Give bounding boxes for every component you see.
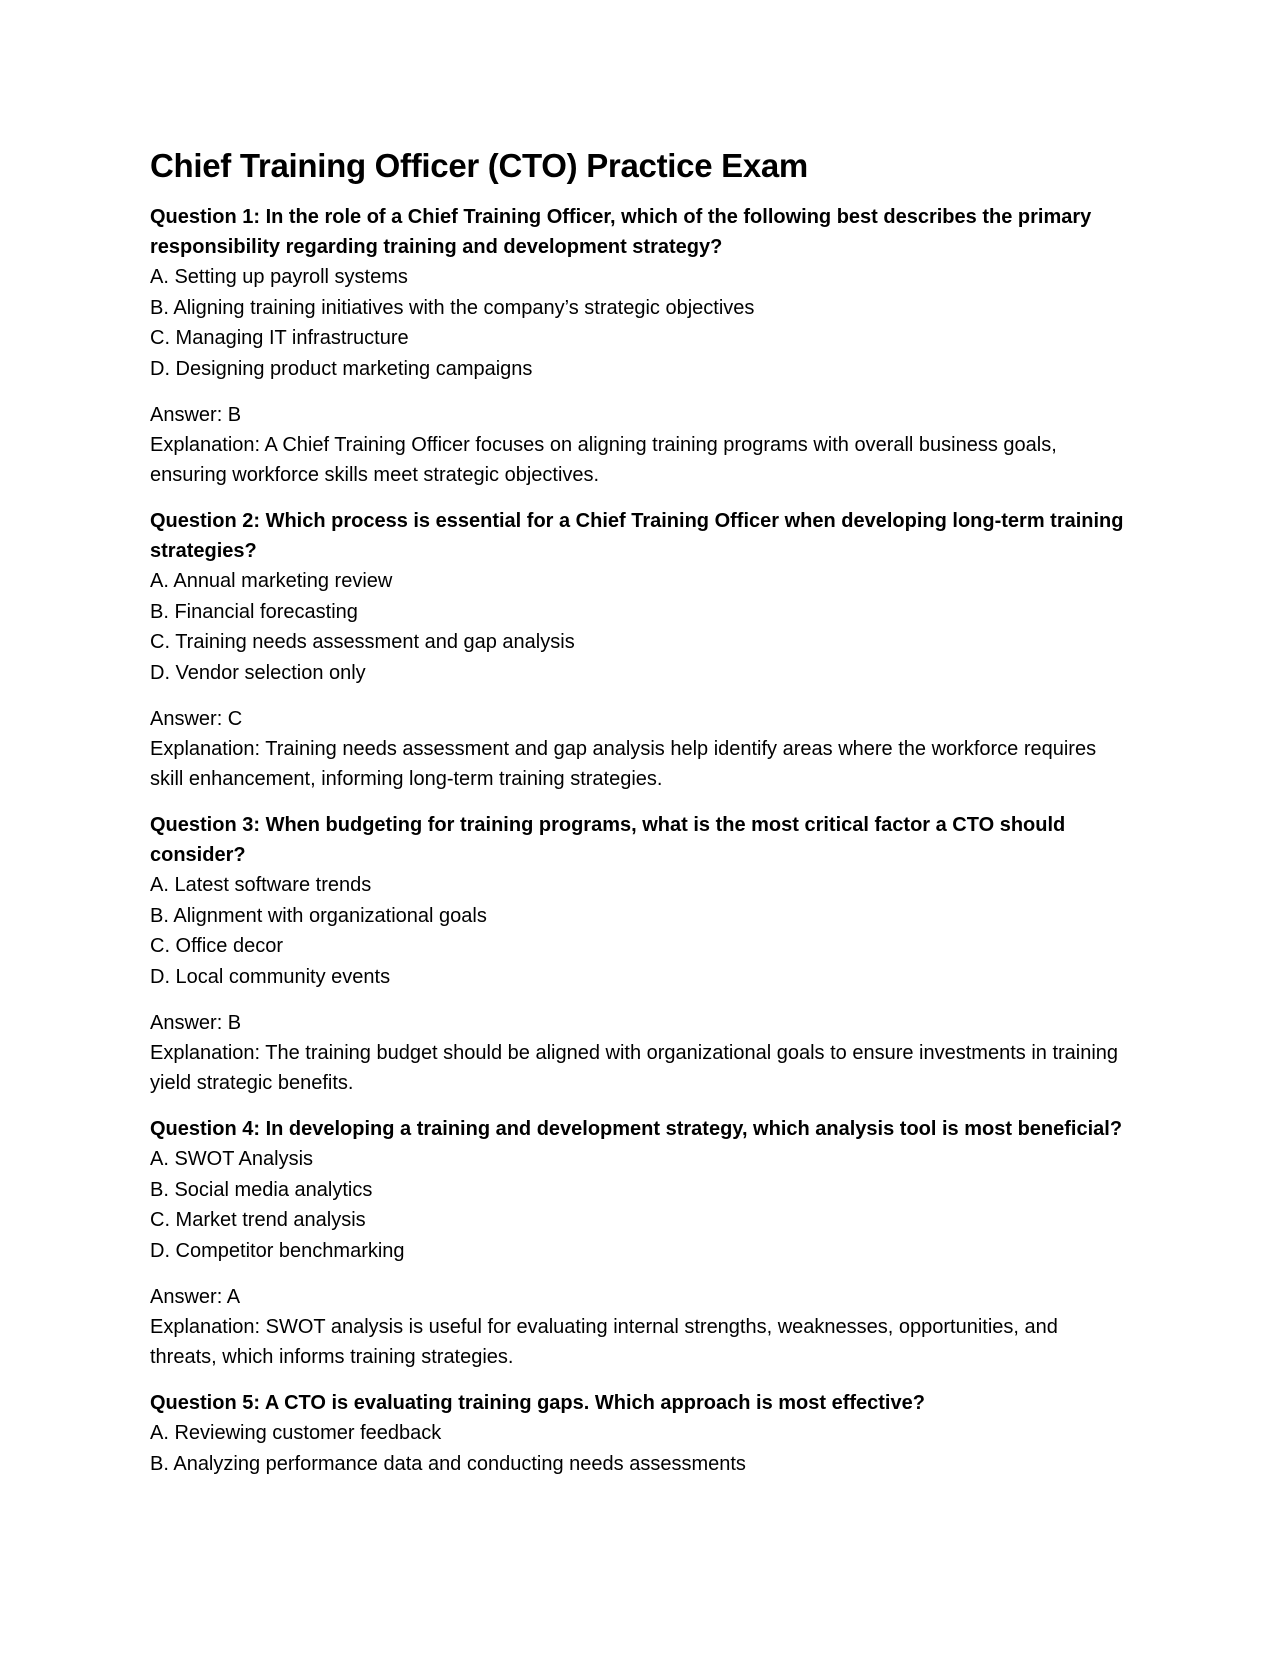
option-a: A. Latest software trends [150, 874, 372, 896]
answer-line: Answer: B [150, 404, 242, 426]
question-block-2 [150, 506, 1130, 794]
option-d: D. Vendor selection only [150, 661, 366, 684]
option-c: C. Managing IT infrastructure [150, 327, 409, 349]
option-a: A. Reviewing customer feedback [150, 1422, 442, 1444]
explanation-text: Explanation: A Chief Training Officer focuses on aligning training programs with overall business goals, ensuring workforce skills meet strategic objectives. [150, 434, 1057, 486]
explanation-text: Explanation: The training budget should be aligned with organizational goals to ensure investments in training yield strategic benefits. [150, 1042, 1119, 1094]
option-b: B. Social media analytics [150, 1178, 373, 1201]
question-block-3 [150, 810, 1130, 1098]
question-block-1 [150, 202, 1130, 490]
option-c: C. Market trend analysis [150, 1209, 366, 1231]
option-a: A. SWOT Analysis [150, 1148, 314, 1170]
option-d: D. Competitor benchmarking [150, 1239, 405, 1262]
answer-line: Answer: B [150, 1012, 242, 1034]
option-c: C. Training needs assessment and gap analysis [150, 631, 575, 653]
question-text: Question 1: In the role of a Chief Training Officer, which of the following best describes the primary responsibility regarding training and development strategy? [150, 206, 1092, 258]
option-b: B. Aligning training initiatives with the company’s strategic objectives [150, 296, 755, 319]
option-b: B. Alignment with organizational goals [150, 904, 487, 927]
option-a: A. Setting up payroll systems [150, 266, 408, 288]
question-block-4 [150, 1114, 1130, 1372]
option-d: D. Local community events [150, 965, 391, 988]
option-b: B. Financial forecasting [150, 600, 358, 623]
question-block-5 [150, 1388, 1130, 1479]
answer-line: Answer: A [150, 1286, 241, 1308]
explanation-text: Explanation: SWOT analysis is useful for evaluating internal strengths, weaknesses, opportunities, and threats, which informs training strategies. [150, 1316, 1058, 1368]
option-b: B. Analyzing performance data and conducting needs assessments [150, 1452, 746, 1475]
question-text: Question 3: When budgeting for training programs, what is the most critical factor a CTO should consider? [150, 814, 1066, 866]
document-page [150, 146, 1130, 1479]
question-text: Question 4: In developing a training and development strategy, which analysis tool is most beneficial? [150, 1118, 1123, 1140]
question-text: Question 2: Which process is essential for a Chief Training Officer when developing long-term training strategies? [150, 510, 1124, 562]
option-a: A. Annual marketing review [150, 570, 393, 592]
option-c: C. Office decor [150, 935, 284, 957]
page-title: Chief Training Officer (CTO) Practice Exam [150, 147, 808, 184]
explanation-text: Explanation: Training needs assessment and gap analysis help identify areas where the workforce requires skill enhancement, informing long-term training strategies. [150, 738, 1097, 790]
option-d: D. Designing product marketing campaigns [150, 357, 533, 380]
answer-line: Answer: C [150, 708, 243, 730]
question-text: Question 5: A CTO is evaluating training gaps. Which approach is most effective? [150, 1392, 925, 1414]
